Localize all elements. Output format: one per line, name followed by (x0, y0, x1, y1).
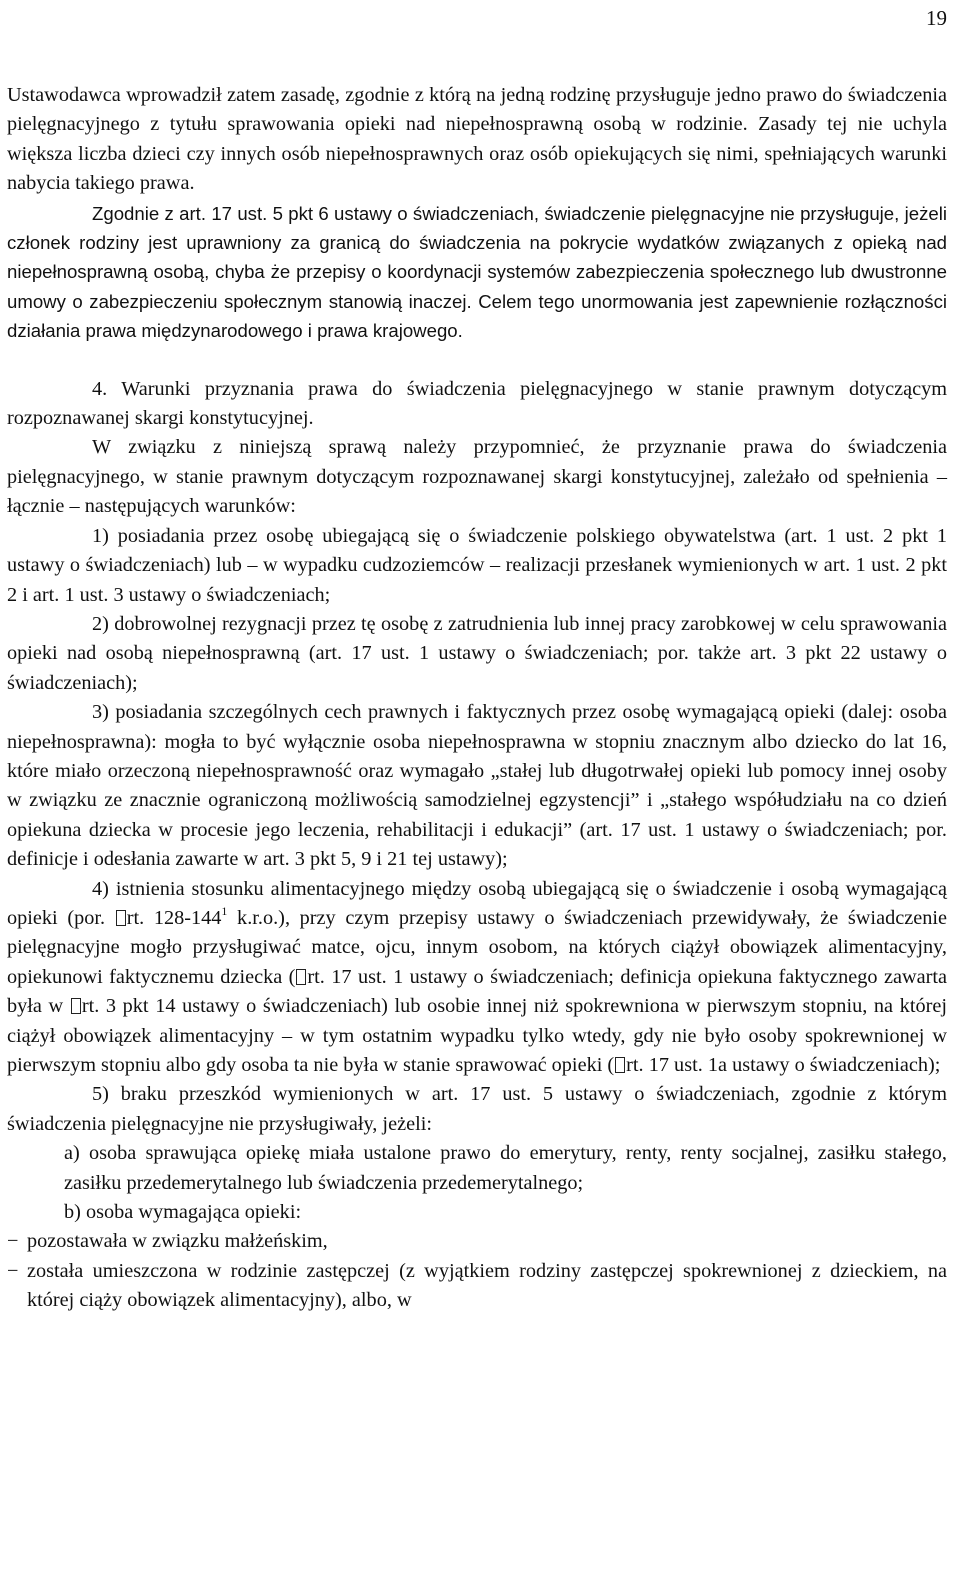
dash-bullet: − (7, 1230, 19, 1253)
sub-item-a: a) osoba sprawująca opiekę miała ustalone prawo do emerytury, renty, renty socjalnej, zasiłku stałego, zasiłku przedemerytalnego lub świadczenia przedemerytalnego; (64, 1142, 947, 1194)
paragraph-intro: Ustawodawca wprowadził zatem zasadę, zgodnie z którą na jedną rodzinę przysługuje jedno prawo do świadczenia pielęgnacyjnego z tytułu sprawowania opieki nad niepełnosprawną osobą w rodzinie. Zasady tej nie uchyla większa liczba dzieci czy innych osób niepełnosprawnych oraz osób opiekujących się nimi, spełniających warunki nabycia takiego prawa. (7, 84, 947, 195)
condition-item-1: 1) posiadania przez osobę ubiegającą się o świadczenie polskiego obywatelstwa (art. 1 ust. 2 pkt 1 ustawy o świadczeniach) lub – w wypadku cudzoziemców – realizacji przesłanek wymienionych w art. 1 ust. 2 pkt 2 i art. 1 ust. 3 ustawy o świadczeniach; (7, 524, 947, 606)
dash-item (7, 1257, 947, 1316)
dash-item (7, 1227, 947, 1256)
dash-item-text: pozostawała w związku małżeńskim, (27, 1230, 328, 1253)
section-heading-4: 4. Warunki przyznania prawa do świadczenia pielęgnacyjnego w stanie prawnym dotyczącym rozpoznawanej skargi konstytucyjnej. (7, 377, 947, 430)
condition-item-4 (7, 875, 947, 1081)
missing-glyph-box-icon (296, 969, 306, 985)
page-number: 19 (926, 6, 947, 30)
superscript-1: 1 (221, 903, 228, 918)
item4-text-5: rt. 3 pkt 14 ustawy o świadczeniach) lub osobie innej niż spokrewniona w pierwszym stopniu, na której ciążył obowiązek alimentacyjny – w tym ostatnim wypadku tylko wtedy, gdy nie było osoby spokrewnionej w pierwszym stopniu albo gdy osoba ta nie była w stanie sprawować opieki ( (7, 995, 947, 1076)
item4-text-3: k.r.o.), przy czym przepisy ustawy o świadczeniach przewidywały, że świadczenie pielęgnacyjne mogło przysługiwać matce, ojcu, innym osobom, na których ciążył obowiązek alimentacyjny, opiekunowi faktycznemu dziecka ( (7, 906, 947, 988)
sub-item-b: b) osoba wymagająca opieki: (64, 1201, 302, 1224)
item4-text-4: rt. 17 ust. 1 ustawy o świadczeniach; definicja opiekuna faktycznego zawarta była w (7, 965, 947, 1018)
paragraph-art-17: Zgodnie z art. 17 ust. 5 pkt 6 ustawy o świadczeniach, świadczenie pielęgnacyjne nie przysługuje, jeżeli członek rodziny jest uprawniony za granicą do świadczenia na pokrycie wydatków związanych z opieką nad niepełnosprawną osobą, chyba że przepisy o koordynacji systemów zabezpieczenia społecznego lub dwustronne umowy o zabezpieczeniu społecznym stanowią inaczej. Celem tego unormowania jest zapewnienie rozłączności działania prawa międzynarodowego i prawa krajowego. (7, 202, 947, 342)
sub-items (7, 1139, 947, 1227)
condition-item-3: 3) posiadania szczególnych cech prawnych i faktycznych przez osobę wymagającą opieki (dalej: osoba niepełnosprawna): mogła to być wyłącznie osoba niepełnosprawna w stopniu znacznym albo dziecko do lat 16, które miało orzeczoną niepełnosprawność oraz wymagało „stałej lub długotrwałej opieki lub pomocy innej osoby w związku ze znacznie ograniczoną możliwością samodzielnej egzystencji” i „stałego współudziału na co dzień opiekuna dziecka w procesie jego leczenia, rehabilitacji i edukacji” (art. 17 ust. 1 ustawy o świadczeniach; por. definicje i odesłania zawarte w art. 3 pkt 5, 9 i 21 tej ustawy); (7, 701, 947, 871)
dash-bullet: − (7, 1259, 19, 1282)
item4-text-2: rt. 128-144 (126, 906, 222, 929)
missing-glyph-box-icon (71, 998, 81, 1014)
missing-glyph-box-icon (615, 1057, 625, 1073)
dash-item-text: została umieszczona w rodzinie zastępczej (z wyjątkiem rodziny zastępczej spokrewnionej z dzieckiem, na której ciąży obowiązek alimentacyjny), albo, w (27, 1259, 947, 1312)
condition-item-2: 2) dobrowolnej rezygnacji przez tę osobę z zatrudnienia lub innej pracy zarobkowej w celu sprawowania opieki nad osobą niepełnosprawną (art. 17 ust. 1 ustawy o świadczeniach; por. także art. 3 pkt 22 ustawy o świadczeniach); (7, 612, 947, 694)
paragraph-conditions-intro: W związku z niniejszą sprawą należy przypomnieć, że przyznanie prawa do świadczenia pielęgnacyjnego, w stanie prawnym dotyczącym rozpoznawanej skargi konstytucyjnej, zależało od spełnienia – łącznie – następujących warunków: (7, 436, 947, 518)
missing-glyph-box-icon (116, 910, 126, 926)
item4-text-1: 4) istnienia stosunku alimentacyjnego między osobą ubiegającą się o świadczenie i osobą wymagającą opieki (por. (7, 877, 947, 929)
sans-block (7, 199, 947, 346)
condition-item-5: 5) braku przeszkód wymienionych w art. 17 ust. 5 ustawy o świadczeniach, zgodnie z którym świadczenia pielęgnacyjne nie przysługiwały, jeżeli: (7, 1083, 947, 1135)
document-body (7, 81, 947, 1316)
item4-text-6: rt. 17 ust. 1a ustawy o świadczeniach); (626, 1054, 941, 1076)
